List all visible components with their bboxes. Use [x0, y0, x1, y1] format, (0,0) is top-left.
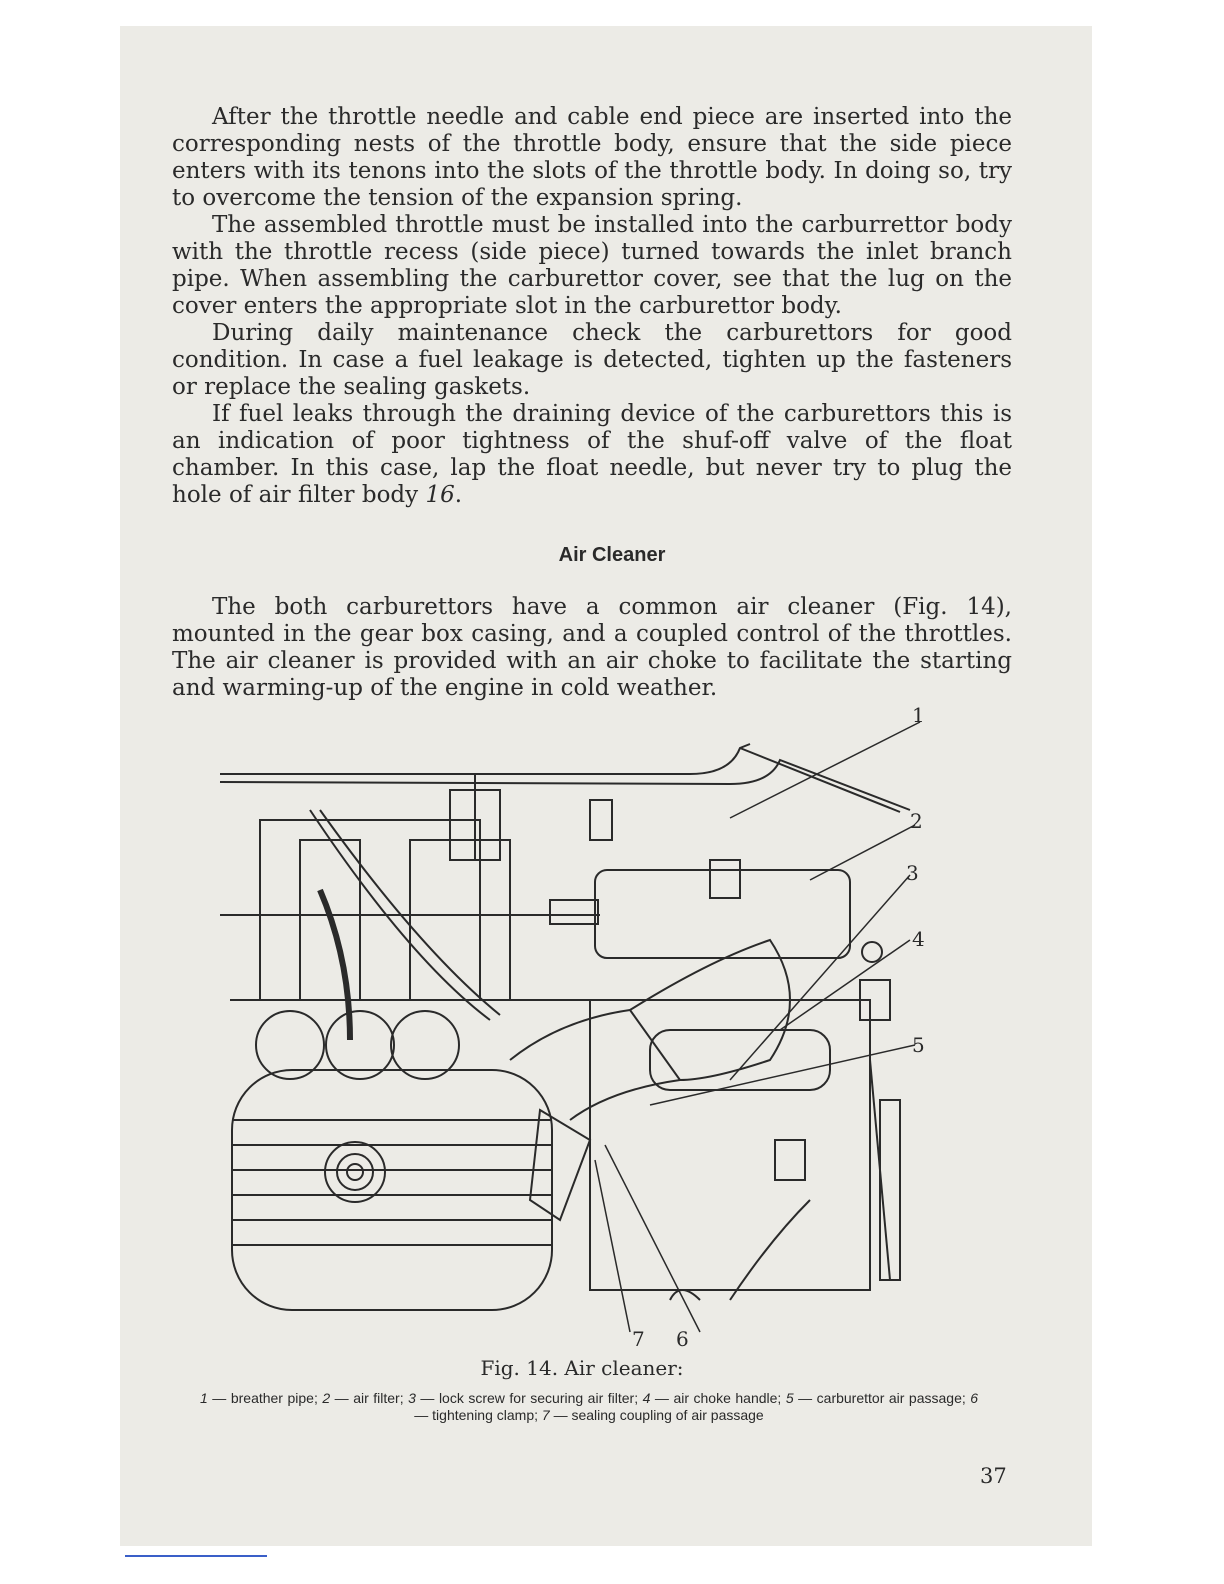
legend-num-1: 1	[200, 1390, 208, 1406]
legend-num-2: 2	[322, 1390, 331, 1406]
legend-text-4: air choke handle;	[673, 1390, 782, 1406]
section-text	[172, 594, 1012, 702]
figure-caption: Fig. 14. Air cleaner:	[480, 1356, 684, 1380]
legend-text-5: carburettor air passage;	[816, 1390, 966, 1406]
legend-num-6: 6	[970, 1390, 979, 1406]
callout-4: 4	[912, 927, 925, 951]
link-underline	[125, 1555, 267, 1557]
callout-7: 7	[632, 1327, 645, 1350]
figure-legend: 1 — breather pipe; 2 — air filter; 3 — lock screw for securing air filter; 4 — air choke handle; 5 — carburettor air passage; 6 — tightening clamp; 7 — sealing coupling of air passage	[200, 1390, 979, 1423]
legend-text-1: breather pipe;	[230, 1390, 318, 1406]
callout-6: 6	[676, 1327, 689, 1350]
paragraph-4-end: .	[454, 482, 463, 508]
legend-num-4: 4	[642, 1390, 651, 1406]
callout-2: 2	[910, 809, 923, 833]
paragraph-3: During daily maintenance check the carburettors for good condition. In case a fuel leakage is detected, tighten up the fasteners or replace the sealing gaskets.	[172, 320, 1012, 400]
legend-num-7: 7	[541, 1407, 550, 1423]
section-heading: Air Cleaner	[558, 544, 666, 566]
callout-5: 5	[912, 1033, 925, 1057]
legend-text-6: tightening clamp;	[432, 1407, 538, 1423]
legend-num-5: 5	[785, 1390, 794, 1406]
legend-num-3: 3	[408, 1390, 416, 1406]
legend-text-2: air filter;	[353, 1390, 404, 1406]
section-paragraph: The both carburettors have a common air cleaner (Fig. 14), mounted in the gear box casing, and a coupled control of the throttles. The air cleaner is provided with an air choke to facilitate the starting and warming-up of the engine in cold weather.	[172, 594, 1012, 701]
paragraph-2: The assembled throttle must be installed into the carburrettor body with the throttle recess (side piece) turned towards the inlet branch pipe. When assembling the carburettor cover, see that the lug on the cover enters the appropriate slot in the carburettor body.	[172, 212, 1012, 319]
paragraph-4-ref: 16	[425, 482, 455, 508]
paragraph-4	[172, 401, 1012, 509]
paragraph-4-text: If fuel leaks through the draining device of the carburettors this is an indication of poor tightness of the shuf-off valve of the float chamber. In this case, lap the float needle, but never try to plug the hole of air filter body	[172, 401, 1012, 508]
page-number: 37	[980, 1464, 1007, 1488]
callout-3: 3	[906, 861, 919, 885]
callout-1: 1	[912, 703, 925, 727]
legend-text-7: sealing coupling of air passage	[571, 1407, 764, 1423]
air-cleaner-figure	[210, 700, 970, 1350]
legend-text-3: lock screw for securing air filter;	[438, 1390, 639, 1406]
body-text	[172, 104, 1012, 509]
paragraph-1: After the throttle needle and cable end piece are inserted into the corresponding nests of the throttle body, ensure that the side piece enters with its tenons into the slots of the throttle body. In doing so, try to overcome the tension of the expansion spring.	[172, 104, 1012, 211]
